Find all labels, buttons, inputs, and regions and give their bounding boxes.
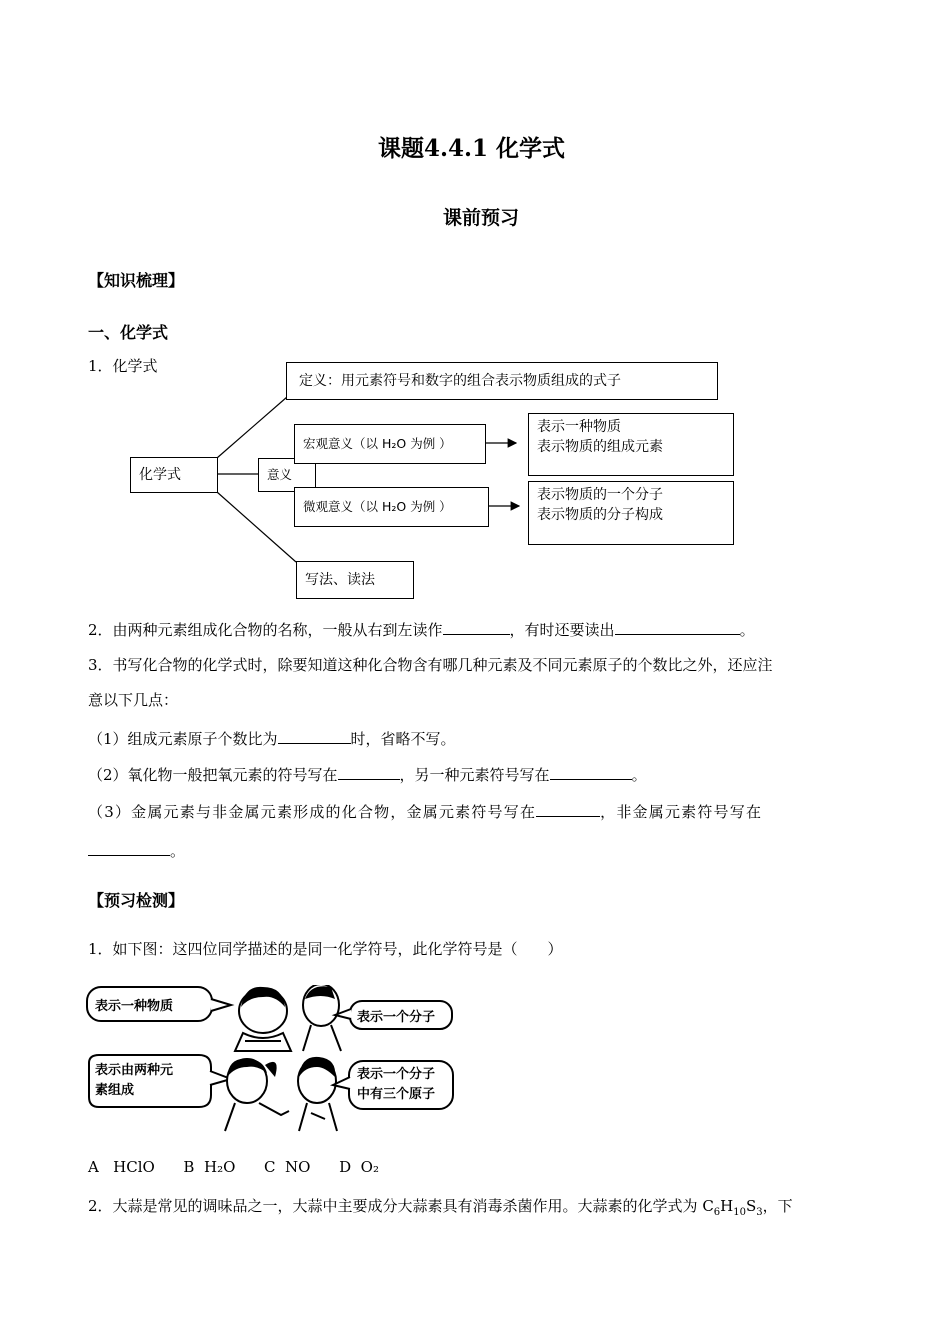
diagram-writing-box: 写法、读法 bbox=[296, 561, 414, 599]
sub-2-blank-2[interactable] bbox=[550, 765, 632, 780]
sub-3-text-a: （3）金属元素与非金属元素形成的化合物，金属元素符号写在 bbox=[88, 803, 537, 821]
bubble-2-text: 表示一个分子 bbox=[357, 1010, 436, 1025]
bubble-3-line-1: 表示由两种元 bbox=[95, 1063, 174, 1078]
sub-2-text-c: 。 bbox=[631, 766, 647, 784]
item-2-text-c: 。 bbox=[739, 621, 755, 639]
option-d[interactable] bbox=[339, 1158, 379, 1176]
bubble-3-text bbox=[95, 1061, 173, 1101]
micro-result-line-2: 表示物质的分子构成 bbox=[537, 507, 663, 523]
question-1-options bbox=[88, 1158, 379, 1176]
bubble-4-line-1: 表示一个分子 bbox=[357, 1067, 436, 1082]
option-a[interactable] bbox=[88, 1158, 155, 1176]
option-a-value: HClO bbox=[113, 1158, 155, 1176]
diagram-macro-box: 宏观意义（以 H₂O 为例 ） bbox=[294, 424, 486, 464]
question-2-text-a: 2．大蒜是常见的调味品之一，大蒜中主要成分大蒜素具有消毒杀菌作用。大蒜素的化学式为 C bbox=[88, 1197, 714, 1215]
item-2-text-b: ，有时还要读出 bbox=[509, 621, 615, 639]
option-a-label: A bbox=[88, 1158, 99, 1176]
item-2 bbox=[88, 619, 755, 640]
item-2-blank-1[interactable] bbox=[443, 620, 510, 635]
question-2-text-b: ，下 bbox=[762, 1197, 793, 1215]
q2-mid-1: H bbox=[720, 1197, 734, 1215]
macro-result-line-2: 表示物质的组成元素 bbox=[537, 439, 663, 455]
option-c[interactable] bbox=[264, 1158, 310, 1176]
sub-1-text-b: 时，省略不写。 bbox=[350, 730, 456, 748]
sub-3-text-c: 。 bbox=[170, 842, 186, 860]
item-3-sub-1 bbox=[88, 728, 456, 749]
option-b-label: B bbox=[183, 1158, 195, 1176]
bubble-1-text: 表示一种物质 bbox=[95, 999, 174, 1014]
students-illustration bbox=[85, 985, 455, 1133]
diagram-root-box: 化学式 bbox=[130, 457, 218, 493]
item-3-line-1: 3．书写化合物的化学式时，除要知道这种化合物含有哪几种元素及不同元素原子的个数比之外，还应注 bbox=[88, 656, 773, 674]
diagram-meaning-box: 意义 bbox=[258, 458, 316, 492]
q2-sub-3: 3 bbox=[756, 1207, 763, 1218]
item-2-text-a: 2．由两种元素组成化合物的名称，一般从右到左读作 bbox=[88, 621, 443, 639]
q2-sub-1: 6 bbox=[713, 1207, 721, 1218]
item-3-sub-3 bbox=[88, 801, 762, 822]
option-c-value: NO bbox=[285, 1158, 311, 1176]
item-1-label: 1．化学式 bbox=[88, 357, 158, 375]
micro-result-line-1: 表示物质的一个分子 bbox=[537, 487, 663, 503]
bubble-3-line-2: 素组成 bbox=[95, 1083, 135, 1098]
q2-sub-2: 10 bbox=[733, 1207, 746, 1218]
question-1: 1．如下图：这四位同学描述的是同一化学符号，此化学符号是（ ） bbox=[88, 940, 563, 958]
item-2-blank-2[interactable] bbox=[615, 620, 740, 635]
sub-3-blank-2[interactable] bbox=[88, 841, 170, 856]
bubble-4-line-2: 中有三个原子 bbox=[357, 1087, 436, 1102]
section-heading-formula: 一、化学式 bbox=[88, 323, 169, 342]
question-2 bbox=[88, 1195, 793, 1218]
option-d-label: D bbox=[339, 1158, 352, 1176]
page-subtitle: 课前预习 bbox=[443, 207, 520, 229]
option-b[interactable] bbox=[183, 1158, 235, 1176]
sub-1-text-a: （1）组成元素原子个数比为 bbox=[88, 730, 278, 748]
sub-2-blank-1[interactable] bbox=[338, 765, 400, 780]
item-3-sub-2 bbox=[88, 764, 647, 785]
diagram-definition-box: 定义：用元素符号和数字的组合表示物质组成的式子 bbox=[286, 362, 718, 400]
option-b-value: H₂O bbox=[204, 1158, 236, 1176]
item-3-sub-3-cont bbox=[88, 840, 185, 861]
bubble-4-text bbox=[357, 1065, 435, 1105]
sub-2-text-a: （2）氧化物一般把氧元素的符号写在 bbox=[88, 766, 338, 784]
sub-2-text-b: ，另一种元素符号写在 bbox=[399, 766, 550, 784]
sub-3-text-b: ，非金属元素符号写在 bbox=[600, 803, 763, 821]
concept-diagram-lines bbox=[0, 0, 950, 620]
diagram-micro-box: 微观意义（以 H₂O 为例 ） bbox=[294, 487, 489, 527]
diagram-macro-result-box bbox=[528, 413, 734, 476]
sub-3-blank-1[interactable] bbox=[536, 802, 600, 817]
macro-result-line-1: 表示一种物质 bbox=[537, 419, 621, 435]
diagram-micro-result-box bbox=[528, 481, 734, 545]
knowledge-heading: 【知识梳理】 bbox=[88, 271, 185, 290]
item-3-line-2: 意以下几点： bbox=[88, 691, 179, 709]
page-title: 课题4.4.1 化学式 bbox=[378, 135, 566, 162]
q2-mid-2: S bbox=[746, 1197, 757, 1215]
option-c-label: C bbox=[264, 1158, 276, 1176]
option-d-value: O₂ bbox=[360, 1158, 379, 1176]
check-heading: 【预习检测】 bbox=[88, 891, 185, 910]
sub-1-blank[interactable] bbox=[278, 729, 351, 744]
